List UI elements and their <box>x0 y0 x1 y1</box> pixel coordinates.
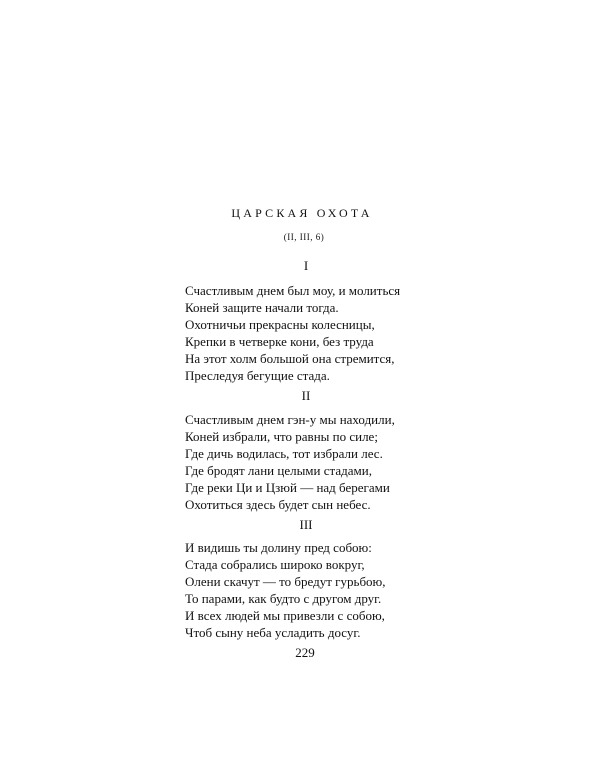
verse-line: Где реки Ци и Цзюй — над берегами <box>185 480 390 495</box>
verse-line: Коней избрали, что равны по силе; <box>185 429 378 444</box>
verse-line: Счастливым днем гэн-у мы находили, <box>185 412 395 427</box>
section-number-3: III <box>299 517 313 532</box>
section-number-2: II <box>301 388 311 403</box>
verse-line: Преследуя бегущие стада. <box>185 368 330 383</box>
page-number: 229 <box>295 645 315 660</box>
verse-line: Чтоб сыну неба усладить досуг. <box>185 625 361 640</box>
verse-line: Олени скачут — то бредут гурьбою, <box>185 574 386 589</box>
verse-line: Охотничьи прекрасны колесницы, <box>185 317 375 332</box>
stanza-3 <box>185 539 445 641</box>
stanza-1 <box>185 282 445 384</box>
verse-line: Где бродят лани целыми стадами, <box>185 463 372 478</box>
verse-line: Крепки в четверке кони, без труда <box>185 334 374 349</box>
verse-line: И видишь ты долину пред собою: <box>185 540 372 555</box>
stanza-2 <box>185 411 445 513</box>
verse-line: На этот холм большой она стремится, <box>185 351 395 366</box>
verse-line: То парами, как будто с другом друг. <box>185 591 382 606</box>
verse-line: Счастливым днем был моу, и молиться <box>185 283 401 298</box>
section-number-1: I <box>303 258 309 273</box>
verse-line: И всех людей мы привезли с собою, <box>185 608 385 623</box>
verse-line: Стада собрались широко вокруг, <box>185 557 365 572</box>
poem-title: ЦАРСКАЯ ОХОТА <box>231 206 373 220</box>
verse-line: Охотиться здесь будет сын небес. <box>185 497 371 512</box>
verse-line: Где дичь водилась, тот избрали лес. <box>185 446 383 461</box>
poem-reference: (II, III, 6) <box>283 232 325 242</box>
verse-line: Коней защите начали тогда. <box>185 300 339 315</box>
